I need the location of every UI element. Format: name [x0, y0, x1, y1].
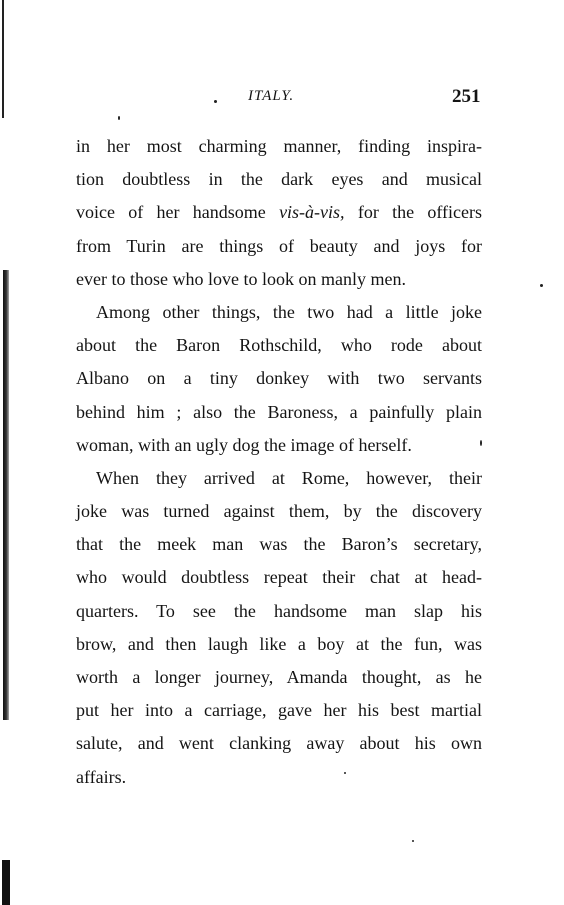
- text-line: salute, and went clanking away about his own: [76, 733, 482, 754]
- text-line: worth a longer journey, Amanda thought, as he: [76, 667, 482, 687]
- text-line: about the Baron Rothschild, who rode about: [76, 335, 482, 356]
- text-line: put her into a carriage, gave her his best martial: [76, 700, 482, 721]
- text-line: brow, and then laugh like a boy at the fun, was: [76, 633, 482, 654]
- text-line: behind him ; also the Baroness, a painfully plain: [76, 401, 482, 422]
- text-fragment: for the officers: [357, 202, 483, 223]
- paragraph-2: [76, 296, 482, 462]
- text-line: joke was turned against them, by the discovery: [76, 501, 482, 522]
- text-line: in her most charming manner, finding inspira-: [76, 136, 482, 156]
- text-line: that the meek man was the Baron’s secretary,: [76, 534, 482, 555]
- text-line: ever to those who love to look on manly men.: [76, 268, 406, 289]
- text-line: who would doubtless repeat their chat at head-: [76, 567, 482, 588]
- paragraph-3: [76, 462, 482, 794]
- text-line: Albano on a tiny donkey with two servants: [76, 368, 482, 389]
- scan-speck: [540, 284, 543, 287]
- text-line: affairs.: [76, 766, 127, 787]
- text-line: tion doubtless in the dark eyes and musical: [76, 169, 482, 190]
- paragraph-1: [76, 130, 482, 296]
- body-text: [76, 130, 482, 794]
- text-line: When they arrived at Rome, however, their: [96, 467, 482, 488]
- text-line-with-italic: [76, 196, 482, 229]
- text-line: from Turin are things of beauty and joys for: [76, 235, 482, 256]
- text-line: quarters. To see the handsome man slap his: [76, 600, 482, 621]
- italic-phrase: vis-à-vis,: [279, 202, 345, 223]
- text-line: woman, with an ugly dog the image of herself.: [76, 434, 412, 455]
- text-line: Among other things, the two had a little joke: [96, 301, 482, 322]
- scan-speck: [118, 116, 120, 120]
- text-fragment: voice of her handsome: [76, 202, 280, 223]
- binding-edge-shadow: [3, 270, 9, 720]
- running-head: [0, 88, 564, 114]
- scan-speck: [412, 840, 414, 842]
- page-number: 251: [452, 86, 481, 107]
- binding-edge-shadow-bottom: [2, 860, 10, 905]
- running-head-title: ITALY.: [248, 88, 295, 104]
